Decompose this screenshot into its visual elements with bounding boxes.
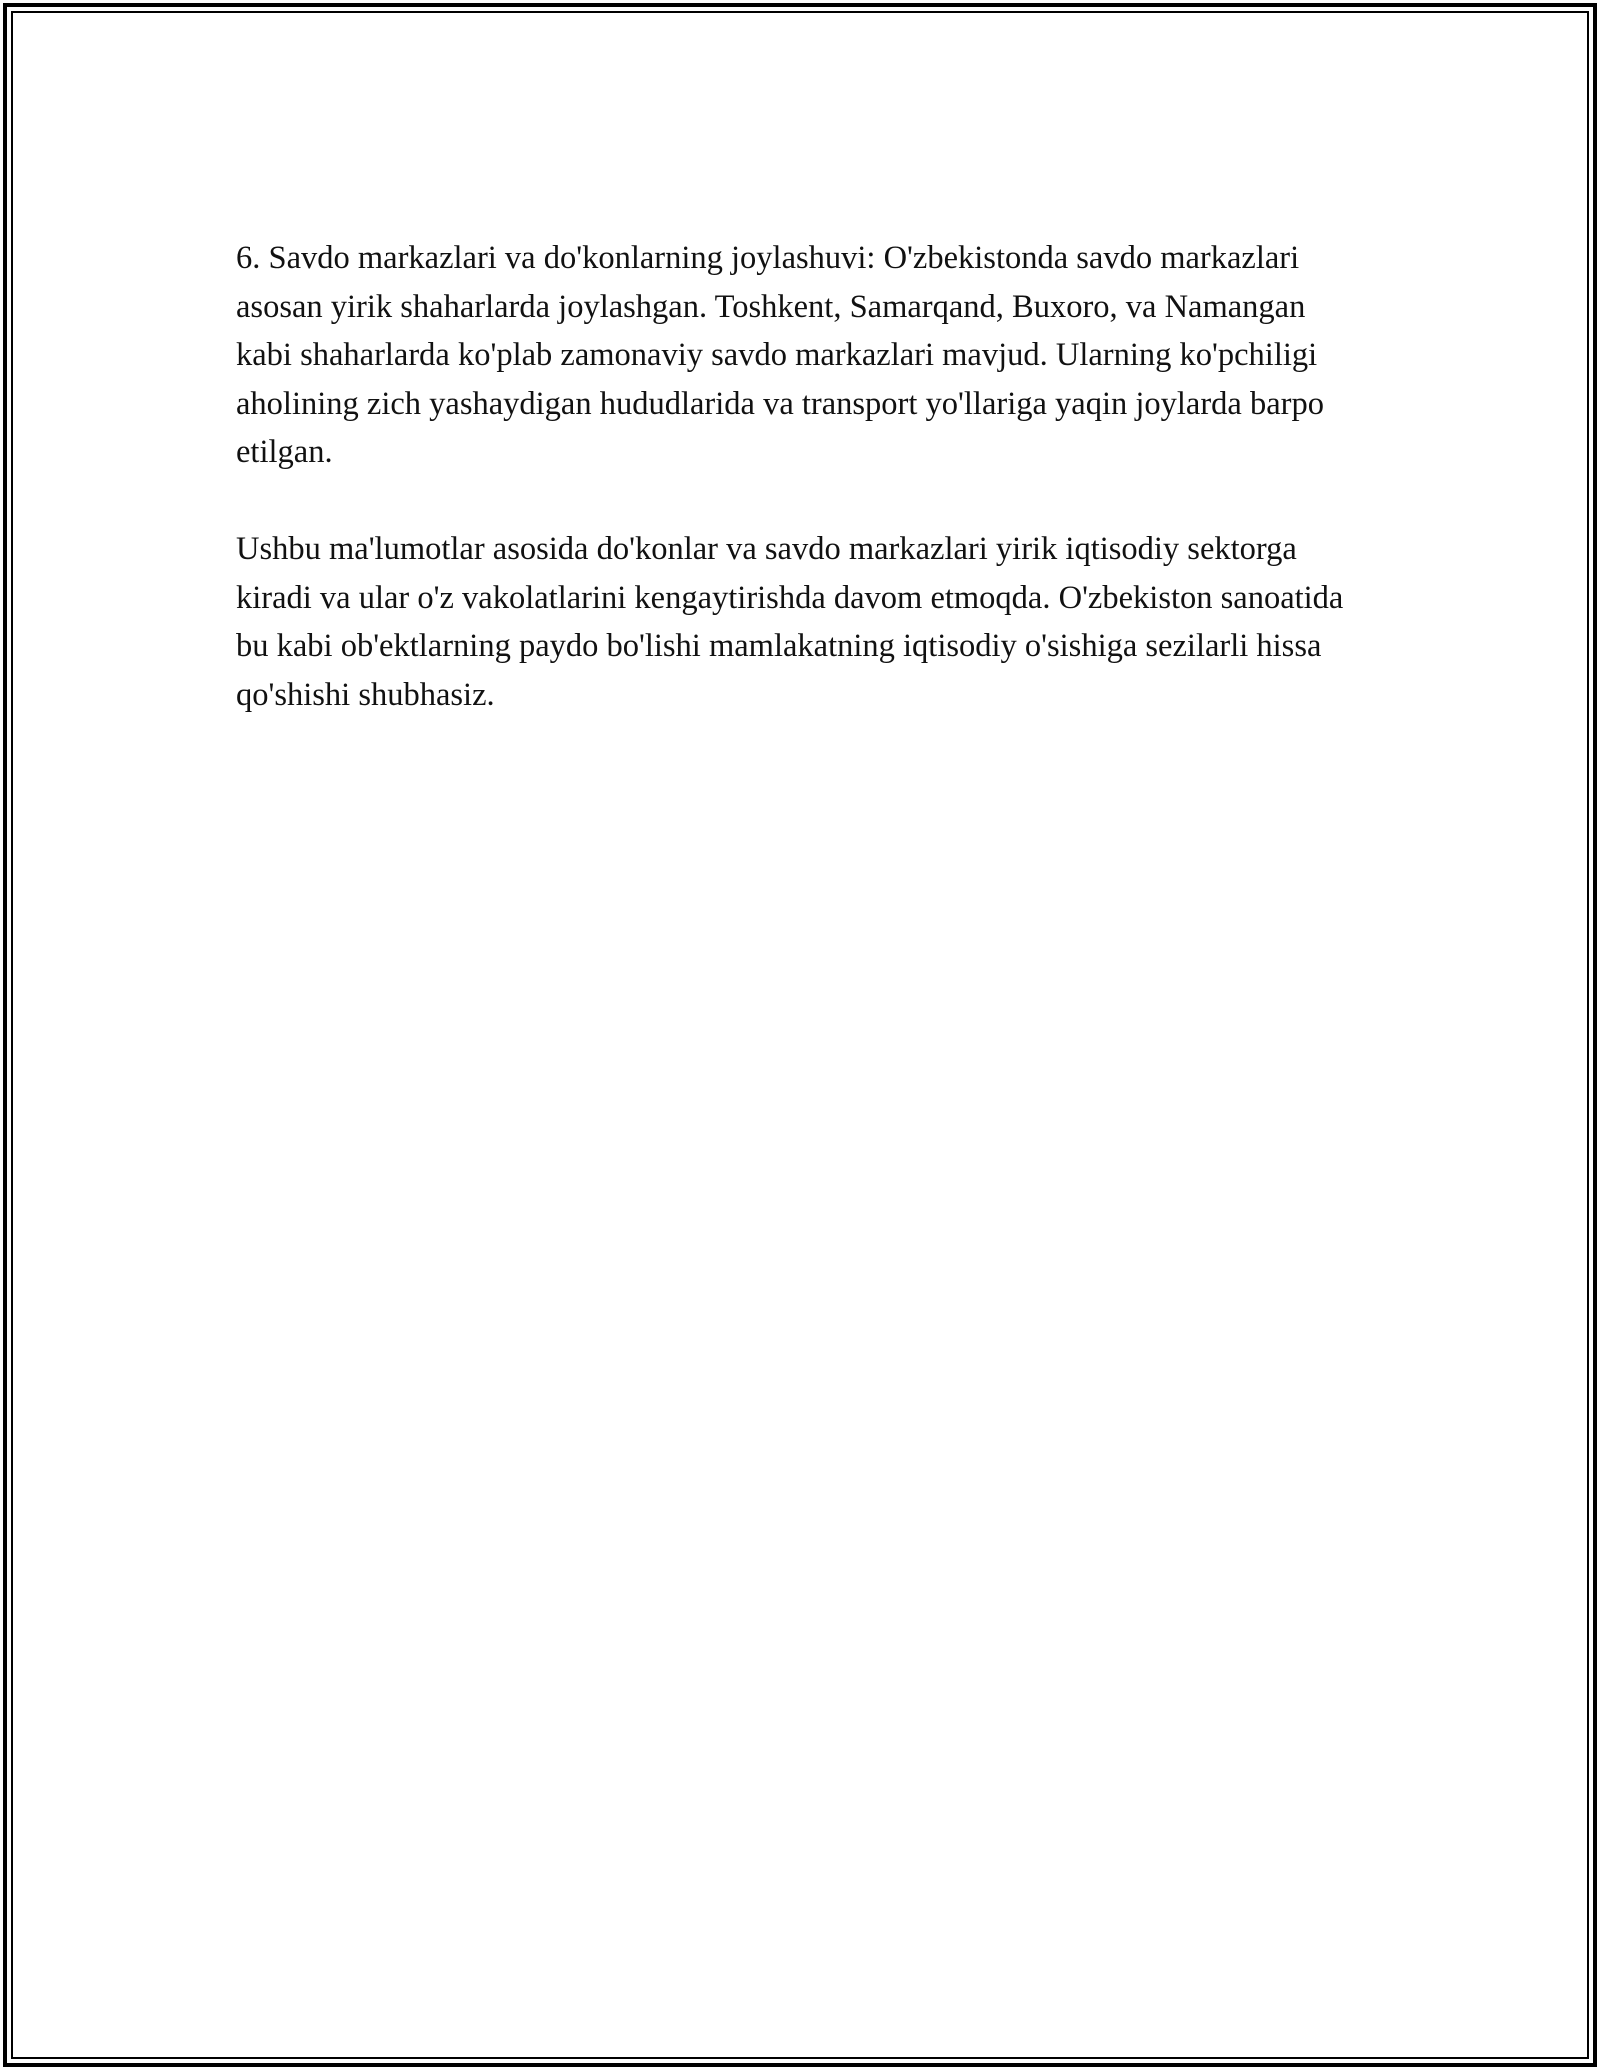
document-body: [236, 234, 1366, 719]
paragraph-conclusion: Ushbu ma'lumotlar asosida do'konlar va savdo markazlari yirik iqtisodiy sektorga kiradi va ular o'z vakolatlarini kengaytirishda davom etmoqda. O'zbekiston sanoatida bu kabi ob'ektlarning paydo bo'lishi mamlakatning iqtisodiy o'sishiga sezilarli hissa qo'shishi shubhasiz.: [236, 531, 1344, 713]
paragraph-shopping-centers-location: 6. Savdo markazlari va do'konlarning joylashuvi: O'zbekistonda savdo markazlari asosan yirik shaharlarda joylashgan. Toshkent, Samarqand, Buxoro, va Namangan kabi shaharlarda ko'plab zamonaviy savdo markazlari mavjud. Ularning ko'pchiligi aholining zich yashaydigan hududlarida va transport yo'llariga yaqin joylarda barpo etilgan.: [236, 240, 1324, 470]
